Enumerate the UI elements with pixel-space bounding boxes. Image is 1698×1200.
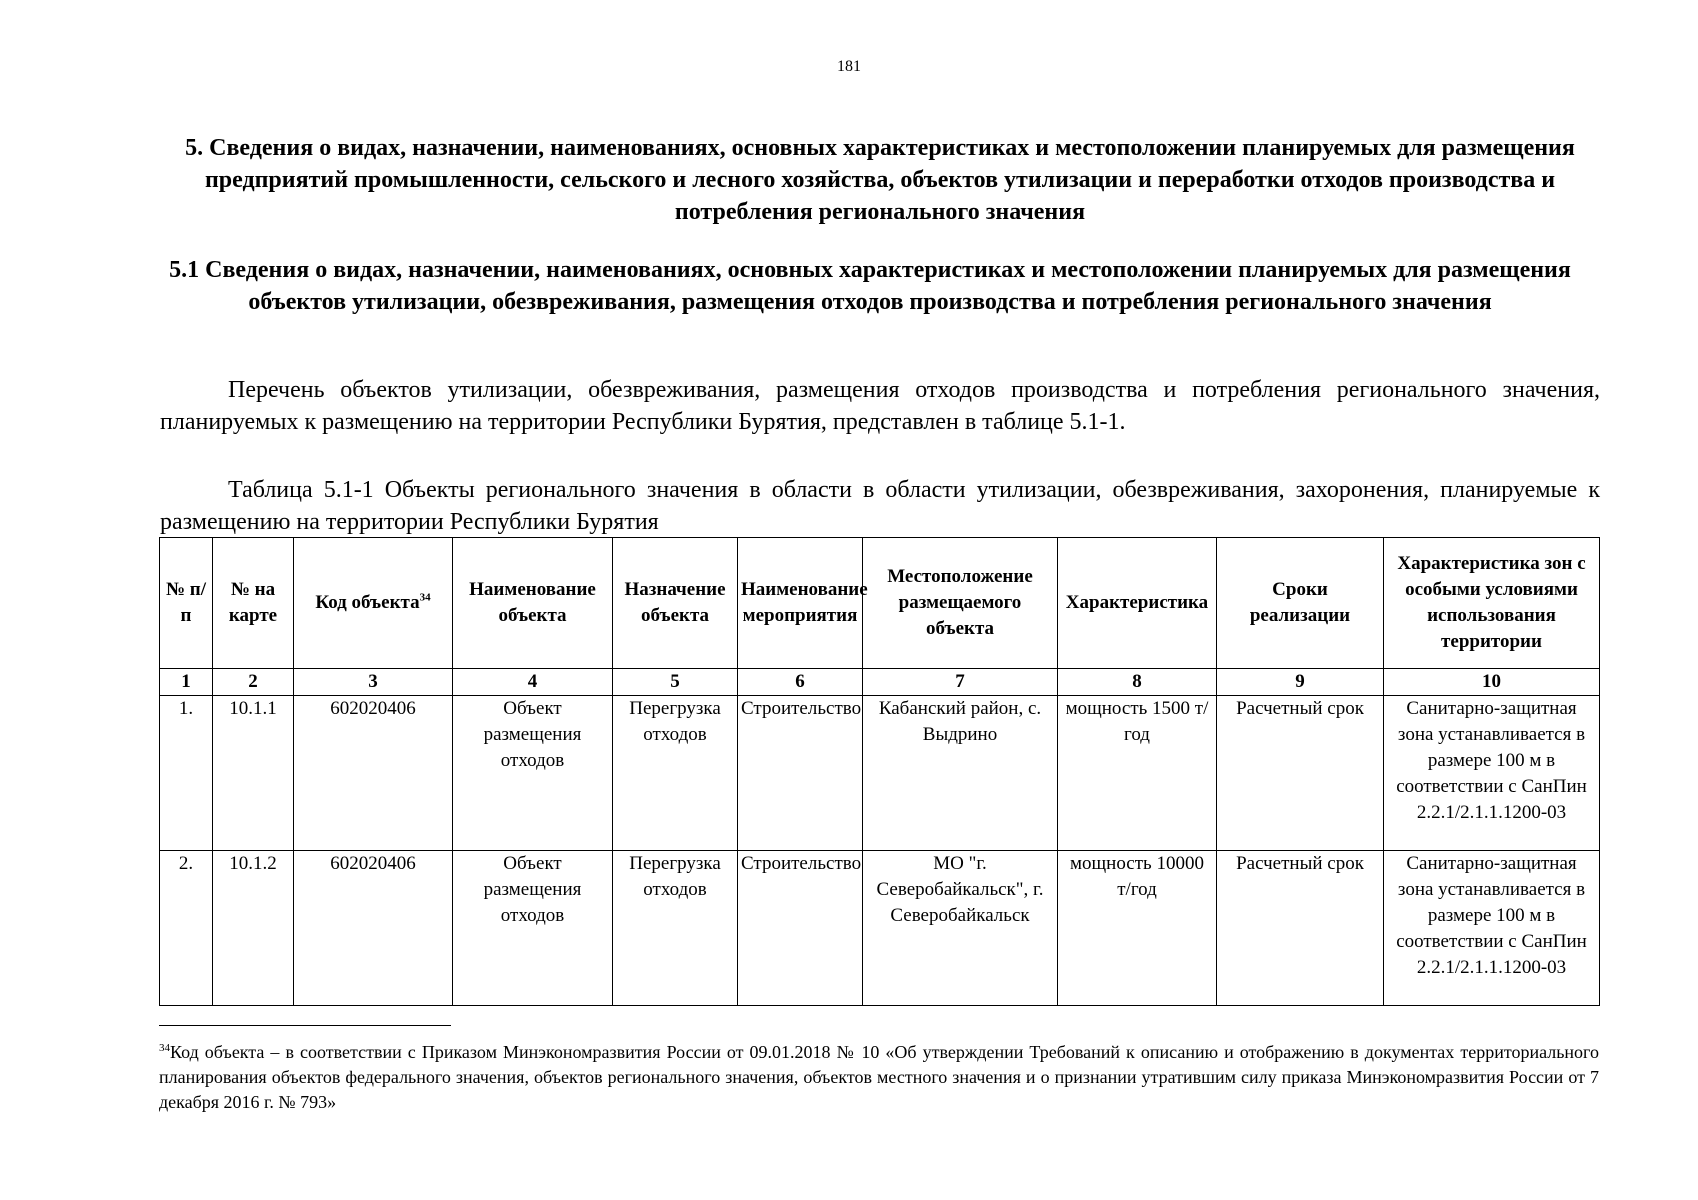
header-code (294, 538, 453, 669)
footnote-marker: 34 (159, 1042, 170, 1054)
header-activity: Наименование мероприятия (738, 538, 863, 669)
section-heading: 5. Сведения о видах, назначении, наименованиях, основных характеристиках и местоположении планируемых для размещения предприятий промышленности, сельского и лесного хозяйства, объектов утилизации и переработки отходов производства и потребления регионального значения (185, 135, 1575, 225)
column-number: 3 (294, 669, 453, 696)
column-number: 10 (1384, 669, 1600, 696)
header-characteristic: Характеристика (1058, 538, 1217, 669)
cell-code: 602020406 (294, 696, 453, 851)
cell-map-num: 10.1.2 (213, 851, 294, 1006)
column-number: 8 (1058, 669, 1217, 696)
footnote-text: Код объекта – в соответствии с Приказом Минэкономразвития России от 09.01.2018 № 10 «Об утверждении Требований к описанию и отображению в документах территориального планирования объектов федерального значения, объектов регионального значения, объектов местного значения и о признании утратившим силу приказа Минэкономразвития России от 7 декабря 2016 г. № 793» (159, 1042, 1599, 1112)
column-number: 1 (160, 669, 213, 696)
header-map-num: № на карте (213, 538, 294, 669)
header-purpose: Назначение объекта (613, 538, 738, 669)
column-numbers-row (160, 669, 1600, 696)
cell-purpose: Перегрузка отходов (613, 696, 738, 851)
cell-location: Кабанский район, с. Выдрино (863, 696, 1058, 851)
cell-terms: Расчетный срок (1217, 851, 1384, 1006)
table-header-row (160, 538, 1600, 669)
header-terms: Сроки реализации (1217, 538, 1384, 669)
column-number: 9 (1217, 669, 1384, 696)
table-row (160, 696, 1600, 851)
footnote (159, 1040, 1599, 1115)
cell-zones: Санитарно-защитная зона устанавливается в размере 100 м в соответствии с СанПин 2.2.1/2.1.1.1200-03 (1384, 851, 1600, 1006)
cell-num: 2. (160, 851, 213, 1006)
header-zones: Характеристика зон с особыми условиями использования территории (1384, 538, 1600, 669)
table-row (160, 851, 1600, 1006)
column-number: 7 (863, 669, 1058, 696)
cell-name: Объект размещения отходов (453, 851, 613, 1006)
objects-table (159, 537, 1600, 1006)
column-number: 2 (213, 669, 294, 696)
intro-paragraph: Перечень объектов утилизации, обезвреживания, размещения отходов производства и потребления регионального значения, планируемых к размещению на территории Республики Бурятия, представлен в таблице 5.1-1. (160, 377, 1600, 435)
cell-characteristic: мощность 1500 т/год (1058, 696, 1217, 851)
cell-activity: Строительство (738, 851, 863, 1006)
cell-zones: Санитарно-защитная зона устанавливается в размере 100 м в соответствии с СанПин 2.2.1/2.1.1.1200-03 (1384, 696, 1600, 851)
page-number: 181 (837, 58, 861, 75)
cell-name: Объект размещения отходов (453, 696, 613, 851)
cell-purpose: Перегрузка отходов (613, 851, 738, 1006)
table-caption: Таблица 5.1-1 Объекты регионального значения в области в области утилизации, обезвреживания, захоронения, планируемые к размещению на территории Республики Бурятия (160, 477, 1600, 535)
cell-num: 1. (160, 696, 213, 851)
footnote-separator (159, 1025, 451, 1026)
cell-terms: Расчетный срок (1217, 696, 1384, 851)
header-num: № п/п (160, 538, 213, 669)
cell-activity: Строительство (738, 696, 863, 851)
cell-characteristic: мощность 10000 т/год (1058, 851, 1217, 1006)
column-number: 5 (613, 669, 738, 696)
cell-code: 602020406 (294, 851, 453, 1006)
cell-map-num: 10.1.1 (213, 696, 294, 851)
cell-location: МО "г. Северобайкальск", г. Северобайкальск (863, 851, 1058, 1006)
header-location: Местоположение размещаемого объекта (863, 538, 1058, 669)
column-number: 6 (738, 669, 863, 696)
header-name: Наименование объекта (453, 538, 613, 669)
header-code-label: Код объекта (315, 592, 420, 613)
column-number: 4 (453, 669, 613, 696)
footnote-ref: 34 (419, 591, 431, 604)
subsection-heading: 5.1 Сведения о видах, назначении, наименованиях, основных характеристиках и местоположении планируемых для размещения объектов утилизации, обезвреживания, размещения отходов производства и потребления регионального значения (169, 257, 1571, 315)
